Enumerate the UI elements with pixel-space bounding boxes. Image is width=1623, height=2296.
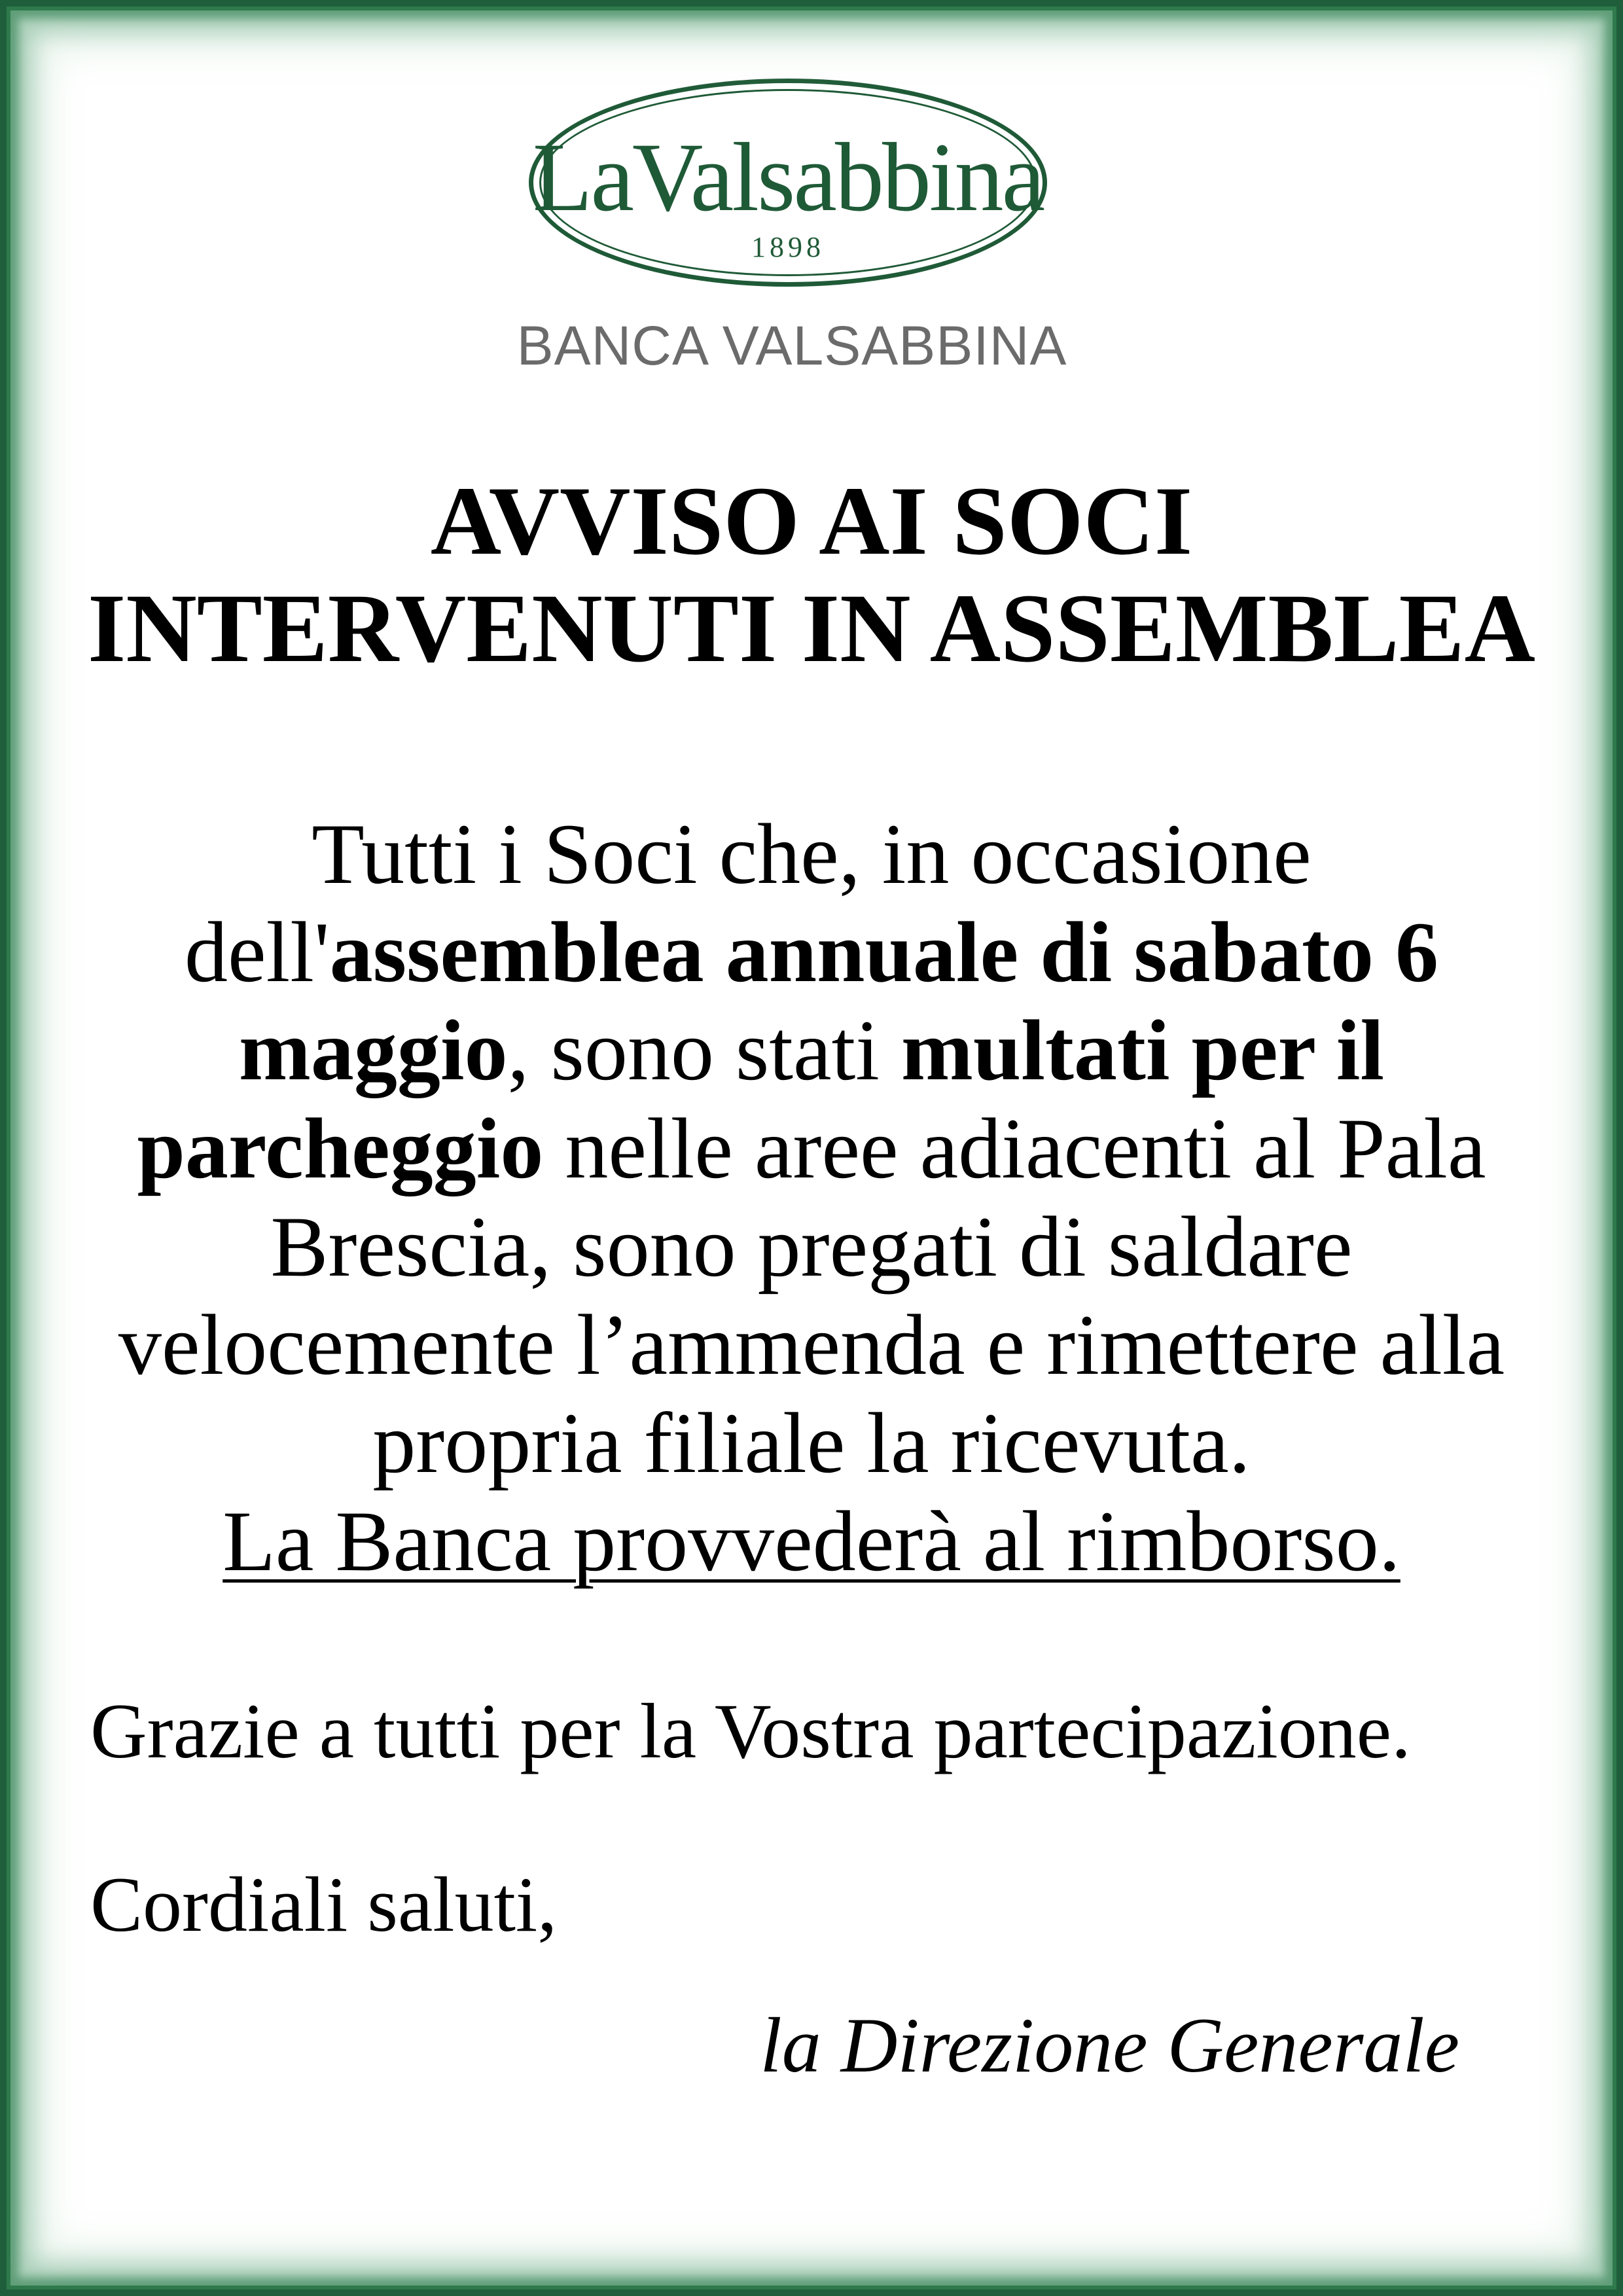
body-line (46, 1100, 1577, 1198)
body-line (46, 805, 1577, 903)
thanks-text: Grazie a tutti per la Vostra partecipazione. (90, 1687, 1412, 1774)
logo-year: 1898 (751, 231, 825, 263)
logo-wordmark: LaValsabbina (532, 123, 1044, 232)
body-line (46, 1492, 1577, 1590)
regards-text: Cordiali saluti, (90, 1861, 558, 1948)
body-text: dell' (185, 904, 330, 1000)
body-line (46, 1198, 1577, 1296)
body-text: propria filiale la ricevuta. (372, 1395, 1251, 1491)
body-line (46, 903, 1577, 1001)
notice-body (46, 805, 1577, 1590)
body-bold-text: assemblea annuale di sabato 6 (329, 904, 1438, 1000)
body-line (46, 1296, 1577, 1394)
refund-notice: La Banca provvederà al rimborso. (223, 1493, 1400, 1589)
body-text: Tutti i Soci che, in occasione (312, 806, 1311, 902)
body-line (46, 1394, 1577, 1492)
body-text: Brescia, sono pregati di saldare (270, 1198, 1353, 1295)
signature: la Direzione Generale (760, 2001, 1459, 2089)
body-text: velocemente l’ammenda e rimettere alla (118, 1297, 1505, 1393)
body-text: nelle aree adiacenti al Pala (543, 1100, 1486, 1196)
bank-name: BANCA VALSABBINA (516, 315, 1067, 376)
body-bold-text: parcheggio (137, 1100, 544, 1196)
body-bold-text: maggio (238, 1002, 508, 1098)
notice-title-line-1: AVVISO AI SOCI (430, 467, 1193, 575)
body-line (46, 1001, 1577, 1100)
body-bold-text: multati per il (901, 1002, 1385, 1098)
body-text: , sono stati (507, 1002, 901, 1098)
notice-title-line-2: INTERVENUTI IN ASSEMBLEA (88, 574, 1535, 683)
